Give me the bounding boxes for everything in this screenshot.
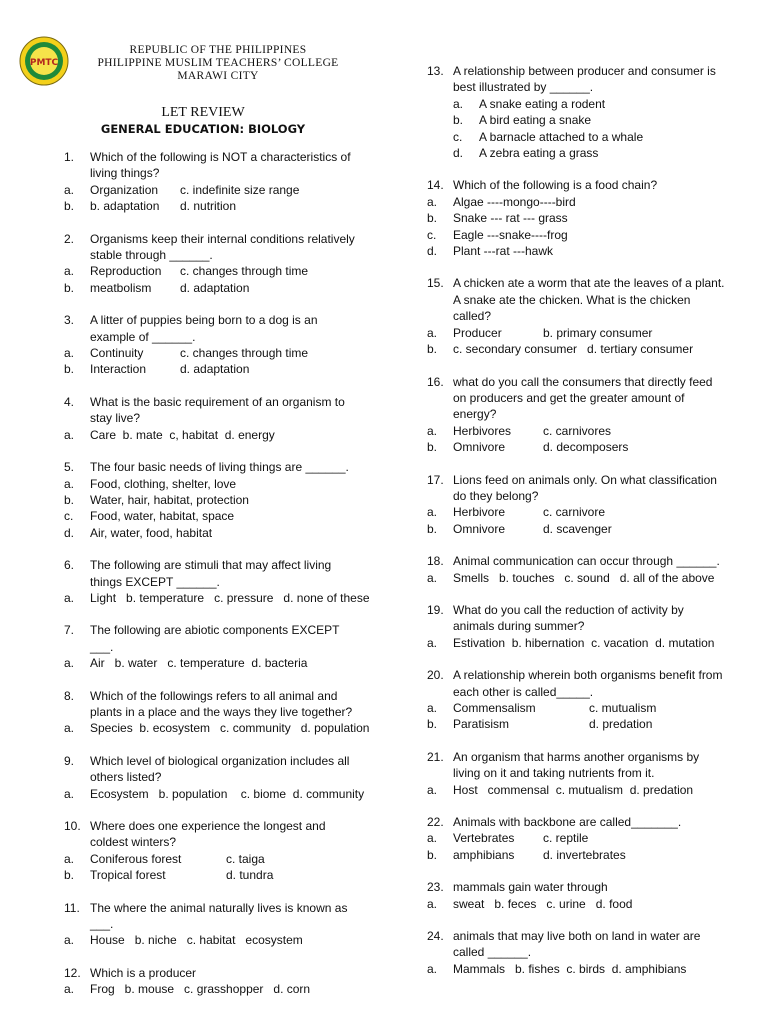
choice-text: Air b. water c. temperature d. bacteria xyxy=(90,656,308,671)
question-number: 18. xyxy=(427,554,444,569)
question-text: A relationship wherein both organisms benefit from each other is called_____. xyxy=(453,668,723,699)
question-row xyxy=(64,149,364,182)
choice-text: Organization xyxy=(90,182,159,197)
question-item xyxy=(427,553,727,586)
question-number: 11. xyxy=(64,900,80,915)
subject-title: GENERAL EDUCATION: BIOLOGY xyxy=(100,122,306,136)
question-text: Organisms keep their internal conditions relatively stable through ______. xyxy=(90,231,355,263)
question-text: The following are stimuli that may affect living things EXCEPT ______. xyxy=(90,558,332,589)
question-row xyxy=(64,753,364,786)
choice-letter: d. xyxy=(453,146,464,161)
choice-row xyxy=(64,590,370,606)
question-row xyxy=(427,667,727,700)
choice-text: c. mutualism xyxy=(589,701,657,715)
question-row xyxy=(64,557,364,590)
choice-text: d. invertebrates xyxy=(543,847,626,862)
question-item xyxy=(64,394,364,443)
choice-row xyxy=(64,786,364,802)
choice-text: A bird eating a snake xyxy=(479,113,592,128)
choice-text: b. primary consumer xyxy=(543,325,653,340)
question-row xyxy=(64,622,364,655)
question-row xyxy=(64,312,364,345)
choice-text: Omnivore xyxy=(453,440,506,455)
choice-text: Mammals b. fishes c. birds d. amphibians xyxy=(453,961,687,976)
question-row xyxy=(427,928,727,961)
question-row xyxy=(427,879,727,895)
question-row xyxy=(64,965,364,981)
choice-text: Ecosystem b. population c. biome d. community xyxy=(90,786,365,801)
choice-letter: d. xyxy=(427,244,438,259)
choice-letter: a. xyxy=(64,346,75,361)
choice-text: c. secondary consumer d. tertiary consumer xyxy=(453,342,694,357)
question-number: 1. xyxy=(64,150,75,164)
choice-text: c. carnivore xyxy=(543,505,606,520)
choice-letter: a. xyxy=(64,427,75,442)
choice-text: Coniferous forest xyxy=(90,851,182,866)
choice-text: d. decomposers xyxy=(543,440,629,455)
question-number: 20. xyxy=(427,668,444,683)
choice-row xyxy=(427,439,727,455)
question-row xyxy=(427,472,727,505)
choice-letter: a. xyxy=(427,896,438,911)
choice-letter: a. xyxy=(427,635,438,650)
choice-text: Tropical forest xyxy=(90,868,166,883)
question-number: 23. xyxy=(427,880,444,895)
question-number: 6. xyxy=(64,558,75,573)
choice-row xyxy=(64,263,364,279)
choice-letter: a. xyxy=(453,96,464,111)
question-text: The four basic needs of living things are ______. xyxy=(90,460,349,475)
question-row xyxy=(427,275,727,324)
question-item xyxy=(64,231,364,297)
question-item xyxy=(64,459,364,541)
choice-text: Frog b. mouse c. grasshopper d. corn xyxy=(90,982,311,997)
choice-row xyxy=(427,716,727,732)
question-number: 8. xyxy=(64,688,75,703)
choice-row xyxy=(64,720,370,736)
choice-text: Interaction xyxy=(90,362,147,377)
header-line-country: REPUBLIC OF THE PHILIPPINES xyxy=(129,44,307,56)
choice-letter: a. xyxy=(64,656,75,671)
question-text: Which level of biological organization includes all others listed? xyxy=(90,753,350,785)
question-number: 13. xyxy=(427,64,444,78)
question-text: what do you call the consumers that directly feed on producers and get the greater amount of energy? xyxy=(453,374,713,422)
choice-text: c. indefinite size range xyxy=(180,182,300,197)
question-number: 7. xyxy=(64,623,75,638)
question-row xyxy=(427,63,727,96)
question-text: A relationship between producer and consumer is best illustrated by ______. xyxy=(453,64,716,95)
choice-letter: b. xyxy=(427,717,438,732)
choice-text: Eagle ---snake----frog xyxy=(453,227,568,242)
choice-letter: a. xyxy=(427,831,438,846)
question-number: 15. xyxy=(427,276,444,291)
school-header xyxy=(68,44,368,83)
header-line-city: MARAWI CITY xyxy=(177,70,259,82)
question-item xyxy=(427,472,727,538)
review-title: LET REVIEW xyxy=(161,105,245,120)
choice-row xyxy=(453,145,727,161)
question-text: The where the animal naturally lives is known as ___. xyxy=(90,900,348,932)
choice-text: meatbolism xyxy=(90,280,152,295)
choice-row xyxy=(427,210,727,226)
choice-row xyxy=(64,198,364,214)
choice-text: Algae ----mongo----bird xyxy=(453,194,576,209)
choice-text: Producer xyxy=(453,325,502,340)
question-text: Which of the following is a food chain? xyxy=(453,178,658,193)
choice-text: Air, water, food, habitat xyxy=(90,525,213,540)
choice-text: Commensalism xyxy=(453,701,536,715)
question-number: 17. xyxy=(427,472,444,487)
choice-row xyxy=(427,830,727,846)
choice-text: A zebra eating a grass xyxy=(479,146,599,161)
question-text: Where does one experience the longest and coldest winters? xyxy=(90,819,326,850)
choice-letter: a. xyxy=(64,182,75,197)
question-text: Which of the following is NOT a characteristics of living things? xyxy=(90,150,351,181)
choice-text: Continuity xyxy=(90,346,144,361)
question-text: Animals with backbone are called_______. xyxy=(453,815,682,830)
choice-row xyxy=(427,847,727,863)
question-item xyxy=(427,667,727,733)
question-row xyxy=(64,818,364,851)
question-item xyxy=(427,374,727,456)
question-number: 10. xyxy=(64,819,81,833)
choice-text: A barnacle attached to a whale xyxy=(479,129,644,144)
choice-row xyxy=(427,194,727,210)
question-row xyxy=(427,553,727,569)
choice-letter: b. xyxy=(453,113,464,128)
choice-row xyxy=(427,243,727,259)
choice-row xyxy=(427,521,727,537)
question-item xyxy=(64,965,364,998)
choice-letter: b. xyxy=(64,280,75,295)
choice-row xyxy=(427,504,727,520)
choice-row xyxy=(64,508,364,524)
question-item xyxy=(427,177,727,259)
choice-row xyxy=(453,112,727,128)
question-row xyxy=(64,900,364,933)
question-row xyxy=(427,749,727,782)
question-text: Animal communication can occur through ______. xyxy=(453,554,720,569)
choice-text: Water, hair, habitat, protection xyxy=(90,492,249,507)
question-item xyxy=(427,879,727,912)
choice-row xyxy=(64,525,364,541)
choice-row xyxy=(64,476,364,492)
choice-letter: b. xyxy=(427,342,438,357)
question-number: 14. xyxy=(427,178,444,193)
question-number: 24. xyxy=(427,929,444,944)
question-number: 22. xyxy=(427,815,444,830)
choice-text: c. carnivores xyxy=(543,423,612,438)
choice-letter: b. xyxy=(64,868,75,883)
choice-text: Paratisism xyxy=(453,717,510,732)
choice-letter: a. xyxy=(427,505,438,520)
question-column-right xyxy=(427,63,727,993)
choice-text: Food, clothing, shelter, love xyxy=(90,476,237,491)
question-text: animals that may live both on land in water are called ______. xyxy=(453,929,701,960)
question-text: Which is a producer xyxy=(90,965,197,980)
question-item xyxy=(427,63,727,161)
choice-letter: b. xyxy=(427,211,438,226)
question-text: An organism that harms another organisms by living on it and taking nutrients from it. xyxy=(453,749,700,781)
choice-text: Omnivore xyxy=(453,521,506,536)
choice-row xyxy=(64,655,364,671)
question-row xyxy=(64,231,364,264)
choice-text: A snake eating a rodent xyxy=(479,96,606,111)
choice-text: d. tundra xyxy=(226,868,274,883)
choice-text: amphibians xyxy=(453,847,515,862)
question-text: Lions feed on animals only. On what classification do they belong? xyxy=(453,472,717,503)
choice-letter: c. xyxy=(427,227,437,242)
choice-text: c. changes through time xyxy=(180,264,309,279)
choice-text: Vertebrates xyxy=(453,831,515,846)
choice-text: Light b. temperature c. pressure d. none of these xyxy=(90,590,370,605)
choice-text: Snake --- rat --- grass xyxy=(453,211,568,226)
question-text: A litter of puppies being born to a dog is an example of ______. xyxy=(90,313,318,344)
choice-letter: b. xyxy=(64,492,75,507)
question-item xyxy=(64,688,370,737)
choice-letter: a. xyxy=(427,423,438,438)
choice-letter: b. xyxy=(427,847,438,862)
question-number: 2. xyxy=(64,231,75,246)
choice-row xyxy=(427,961,727,977)
question-item xyxy=(427,275,727,357)
choice-letter: b. xyxy=(427,521,438,536)
choice-list xyxy=(427,96,727,162)
question-number: 16. xyxy=(427,374,444,389)
choice-row xyxy=(427,423,727,439)
question-row xyxy=(427,814,727,830)
question-row xyxy=(427,602,727,635)
choice-text: Food, water, habitat, space xyxy=(90,509,235,524)
choice-row xyxy=(427,896,727,912)
question-text: Which of the followings refers to all animal and plants in a place and the ways they live together? xyxy=(90,688,353,719)
choice-row xyxy=(64,851,364,867)
choice-letter: b. xyxy=(64,362,75,377)
header-line-college: PHILIPPINE MUSLIM TEACHERS’ COLLEGE xyxy=(97,57,339,69)
choice-text: Plant ---rat ---hawk xyxy=(453,244,554,259)
choice-text: Herbivores xyxy=(453,423,512,438)
choice-row xyxy=(64,182,364,198)
question-row xyxy=(64,394,364,427)
question-number: 4. xyxy=(64,394,75,409)
question-item xyxy=(64,818,364,884)
choice-row xyxy=(64,361,364,377)
choice-text: Estivation b. hibernation c. vacation d. mutation xyxy=(453,635,715,650)
choice-letter: a. xyxy=(427,782,438,797)
choice-row xyxy=(427,700,727,716)
choice-text: Reproduction xyxy=(90,264,162,279)
question-number: 9. xyxy=(64,753,75,768)
choice-text: c. reptile xyxy=(543,831,589,846)
choice-text: House b. niche c. habitat ecosystem xyxy=(90,933,303,948)
choice-row xyxy=(427,782,727,798)
choice-letter: a. xyxy=(427,701,438,715)
choice-text: c. taiga xyxy=(226,851,265,866)
choice-letter: a. xyxy=(64,721,75,736)
choice-letter: a. xyxy=(64,786,75,801)
choice-text: Care b. mate c, habitat d. energy xyxy=(90,427,275,442)
question-item xyxy=(427,602,727,651)
choice-letter: a. xyxy=(427,325,438,340)
choice-row xyxy=(64,867,364,883)
choice-letter: a. xyxy=(64,590,75,605)
choice-row xyxy=(427,635,727,651)
question-item xyxy=(64,753,364,802)
choice-letter: b. xyxy=(64,199,75,214)
college-seal-logo xyxy=(19,36,69,86)
question-item xyxy=(427,814,727,863)
choice-letter: a. xyxy=(64,476,75,491)
question-item xyxy=(64,622,364,671)
choice-row xyxy=(427,325,727,341)
choice-row xyxy=(64,280,364,296)
choice-text: Species b. ecosystem c. community d. population xyxy=(90,721,370,736)
question-text: A chicken ate a worm that ate the leaves of a plant. A snake ate the chicken. What is the chicken called? xyxy=(453,276,725,324)
choice-row xyxy=(427,570,727,586)
choice-text: c. changes through time xyxy=(180,346,309,361)
choice-row xyxy=(64,345,364,361)
question-text: mammals gain water through xyxy=(453,880,608,895)
svg-text:PMTC: PMTC xyxy=(29,58,59,68)
choice-row xyxy=(427,227,727,243)
choice-letter: c. xyxy=(64,509,74,524)
question-column-left xyxy=(64,149,370,1014)
question-text: What do you call the reduction of activity by animals during summer? xyxy=(453,602,684,634)
choice-row xyxy=(64,932,364,948)
choice-text: d. predation xyxy=(589,717,653,732)
choice-row xyxy=(64,427,364,443)
question-number: 19. xyxy=(427,602,444,617)
choice-text: d. scavenger xyxy=(543,521,612,536)
choice-row xyxy=(64,492,364,508)
question-number: 5. xyxy=(64,460,75,475)
question-text: What is the basic requirement of an organism to stay live? xyxy=(90,394,345,426)
choice-text: Herbivore xyxy=(453,505,506,520)
question-item xyxy=(427,749,727,798)
choice-letter: c. xyxy=(453,129,463,144)
question-row xyxy=(64,459,364,475)
question-number: 21. xyxy=(427,749,444,764)
choice-text: b. adaptation xyxy=(90,199,160,214)
question-item xyxy=(64,149,364,215)
choice-row xyxy=(453,129,727,145)
question-item xyxy=(427,928,727,977)
choice-text: sweat b. feces c. urine d. food xyxy=(453,896,633,911)
choice-text: d. nutrition xyxy=(180,199,237,214)
choice-text: d. adaptation xyxy=(180,280,250,295)
choice-text: d. adaptation xyxy=(180,362,250,377)
question-row xyxy=(427,374,727,423)
question-row xyxy=(427,177,727,193)
question-row xyxy=(64,688,364,721)
choice-row xyxy=(453,96,727,112)
question-item xyxy=(64,900,364,949)
choice-letter: a. xyxy=(64,933,75,948)
question-item xyxy=(64,312,364,378)
question-text: The following are abiotic components EXCEPT ___. xyxy=(90,623,340,654)
choice-letter: a. xyxy=(427,194,438,209)
choice-letter: a. xyxy=(64,264,75,279)
question-item xyxy=(64,557,370,606)
choice-row xyxy=(427,341,727,357)
choice-letter: a. xyxy=(64,851,75,866)
choice-letter: a. xyxy=(64,982,75,997)
question-number: 3. xyxy=(64,313,75,328)
choice-letter: a. xyxy=(427,570,438,585)
choice-text: Host commensal c. mutualism d. predation xyxy=(453,782,694,797)
choice-letter: d. xyxy=(64,525,75,540)
choice-letter: a. xyxy=(427,961,438,976)
question-number: 12. xyxy=(64,965,81,980)
choice-row xyxy=(64,981,364,997)
choice-letter: b. xyxy=(427,440,438,455)
choice-text: Smells b. touches c. sound d. all of the above xyxy=(453,570,715,585)
